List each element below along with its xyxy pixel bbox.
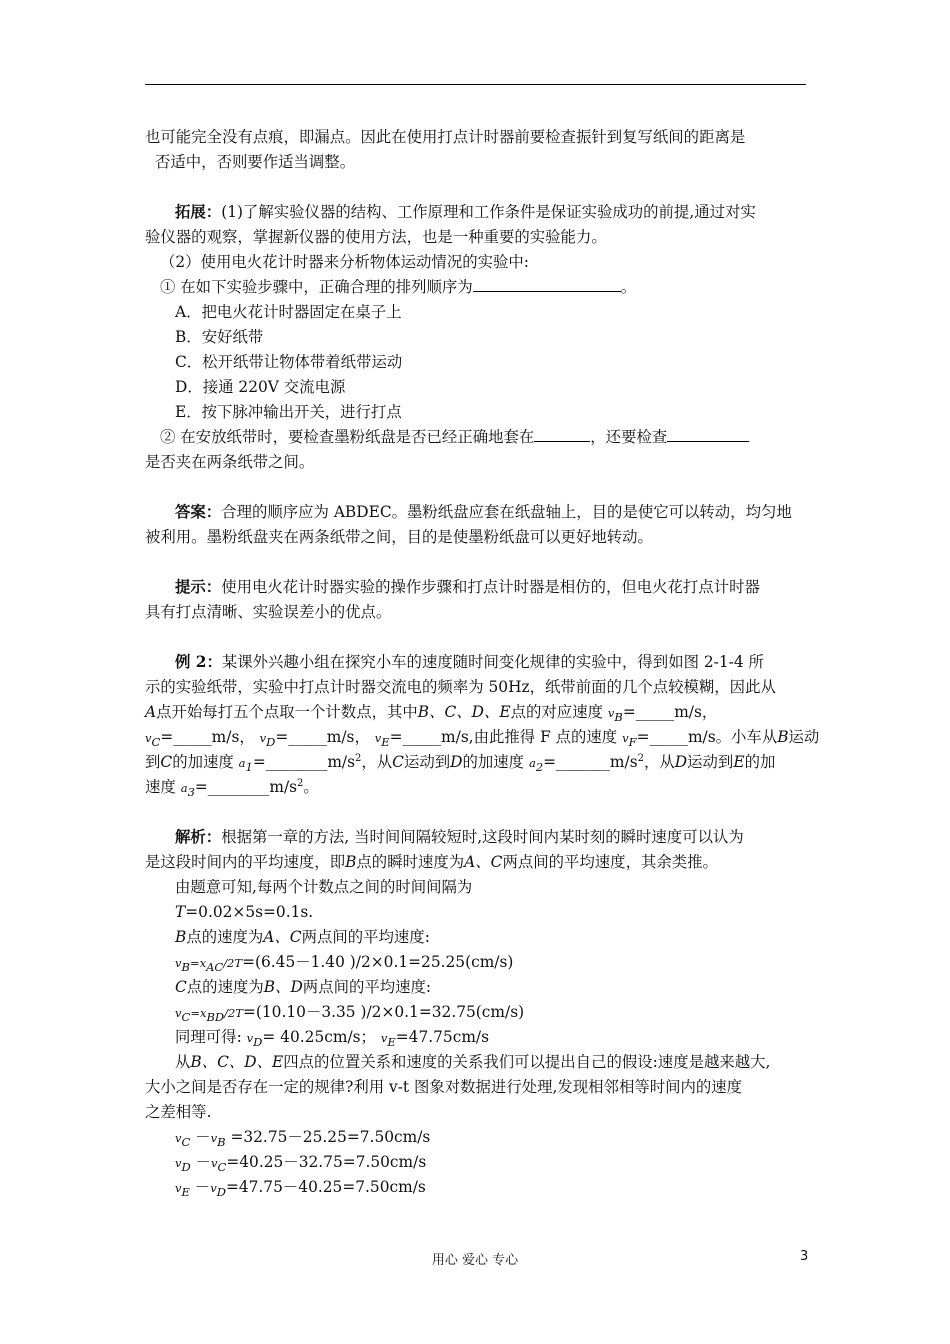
label-tuozhan: 拓展：: [175, 203, 222, 221]
formula-line: $v_C -v_B =32.75-25.25=7.50cm/s$: [175, 1128, 431, 1150]
text-line: 速度 $a_3=\_\_\_\_\_\_\_\_m/s^2$。: [145, 777, 319, 800]
formula-line: T=0.02×5s=0.1s.: [175, 903, 314, 921]
text-line: ② 在安放纸带时，要检查墨粉纸盘是否已经正确地套在 ，还要检查: [160, 426, 749, 448]
text-line: 是这段时间内的平均速度，即B点的瞬时速度为A、C两点间的平均速度，其余类推。: [145, 853, 718, 871]
text-line: 之差相等.: [145, 1103, 212, 1121]
label-daan: 答案：: [175, 503, 222, 521]
text-line: 示的实验纸带，实验中打点计时器交流电的频率为 50Hz，纸带前面的几个点较模糊，因此从: [145, 678, 776, 696]
formula-line: $v_D -v_C=40.25-32.75=7.50cm/s$: [175, 1153, 427, 1175]
formula-line: $v_E -v_D=47.75-40.25=7.50cm/s$: [175, 1178, 426, 1200]
text-line: 从B、C、D、E四点的位置关系和速度的关系我们可以提出自己的假设:速度是越来越大,: [175, 1053, 771, 1071]
text-line: $v_C=\_\_\_\_\_m/s$， $v_D=\_\_\_\_\_m/s$， $v_E=\_\_\_\_\_m/s$,由此推得 F 点的速度 $v_F=\_\_\_\_\_m/s$。小车从B运动: [145, 728, 820, 750]
page-footer: 用心 爱心 专心: [431, 1253, 519, 1268]
list-item: D．接通 220V 交流电源: [175, 378, 346, 396]
text-line: 提示：使用电火花计时器实验的操作步骤和打点计时器是相仿的，但电火花打点计时器: [175, 578, 760, 596]
list-item: C．松开纸带让物体带着纸带运动: [175, 353, 403, 371]
text-line: 也可能完全没有点痕，即漏点。因此在使用打点计时器前要检查振针到复写纸间的距离是: [145, 128, 746, 146]
formula-line: $v_C=x_{BD}/2T=(10.10-3.35$ )/2×0.1=32.75(cm/s): [175, 1003, 525, 1025]
text-line: 被利用。墨粉纸盘夹在两条纸带之间，目的是使墨粉纸盘可以更好地转动。: [145, 528, 653, 546]
text-line: （2）使用电火花计时器来分析物体运动情况的实验中:: [160, 253, 529, 271]
text-line: 是否夹在两条纸带之间。: [145, 453, 315, 471]
text-line: 解析：根据第一章的方法, 当时间间隔较短时,这段时间内某时刻的瞬时速度可以认为: [175, 828, 744, 846]
text-line: C点的速度为B、D两点间的平均速度:: [175, 978, 432, 996]
label-jiexi: 解析：: [175, 828, 222, 846]
answer-blank: [534, 426, 590, 442]
text-line: 答案：合理的顺序应为 ABDEC。墨粉纸盘应套在纸盘轴上，目的是使它可以转动，均匀地: [175, 503, 792, 521]
answer-blank: [473, 276, 621, 292]
formula-line: 同理可得: $v_D= 40.25cm/s$； $v_E=47.75cm/s$: [175, 1028, 490, 1050]
answer-blank: [667, 426, 749, 442]
text-line: 大小之间是否存在一定的规律?利用 v-t 图象对数据进行处理,发现相邻相等时间内的速度: [145, 1078, 743, 1096]
text-line: 例 2：某课外兴趣小组在探究小车的速度随时间变化规律的实验中，得到如图 2-1-4 所: [175, 653, 764, 671]
text-line: 否适中，否则要作适当调整。: [155, 153, 356, 171]
list-item: A．把电火花计时器固定在桌子上: [175, 303, 402, 321]
text-line: 具有打点清晰、实验误差小的优点。: [145, 603, 392, 621]
text-line: 到C的加速度 $a_1=\_\_\_\_\_\_\_\_m/s^2$，从C运动到D的加速度 $a_2=\_\_\_\_\_\_\_m/s^2$，从D运动到E的加: [145, 752, 776, 775]
text-line: 由题意可知,每两个计数点之间的时间间隔为: [175, 878, 473, 896]
text-line: B点的速度为A、C两点间的平均速度:: [175, 928, 430, 946]
list-item: E．按下脉冲输出开关，进行打点: [175, 403, 402, 421]
text-line: ① 在如下实验步骤中，正确合理的排列顺序为 。: [160, 278, 637, 296]
page-number: 3: [800, 1249, 809, 1264]
label-li2: 例 2：: [175, 653, 222, 671]
text-line: 拓展：(1)了解实验仪器的结构、工作原理和工作条件是保证实验成功的前提,通过对实: [175, 203, 756, 221]
list-item: B．安好纸带: [175, 328, 264, 346]
formula-line: $v_B=x_{AC}/2T=(6.45-1.40$ )/2×0.1=25.25(cm/s): [175, 953, 514, 975]
label-tishi: 提示：: [175, 578, 222, 596]
header-rule: [145, 84, 806, 85]
text-line: A点开始每打五个点取一个计数点，其中B、C、D、E点的对应速度 $v_B=\_\_\_\_\_m/s$，: [145, 703, 718, 725]
text-line: 验仪器的观察，掌握新仪器的使用方法，也是一种重要的实验能力。: [145, 228, 607, 246]
